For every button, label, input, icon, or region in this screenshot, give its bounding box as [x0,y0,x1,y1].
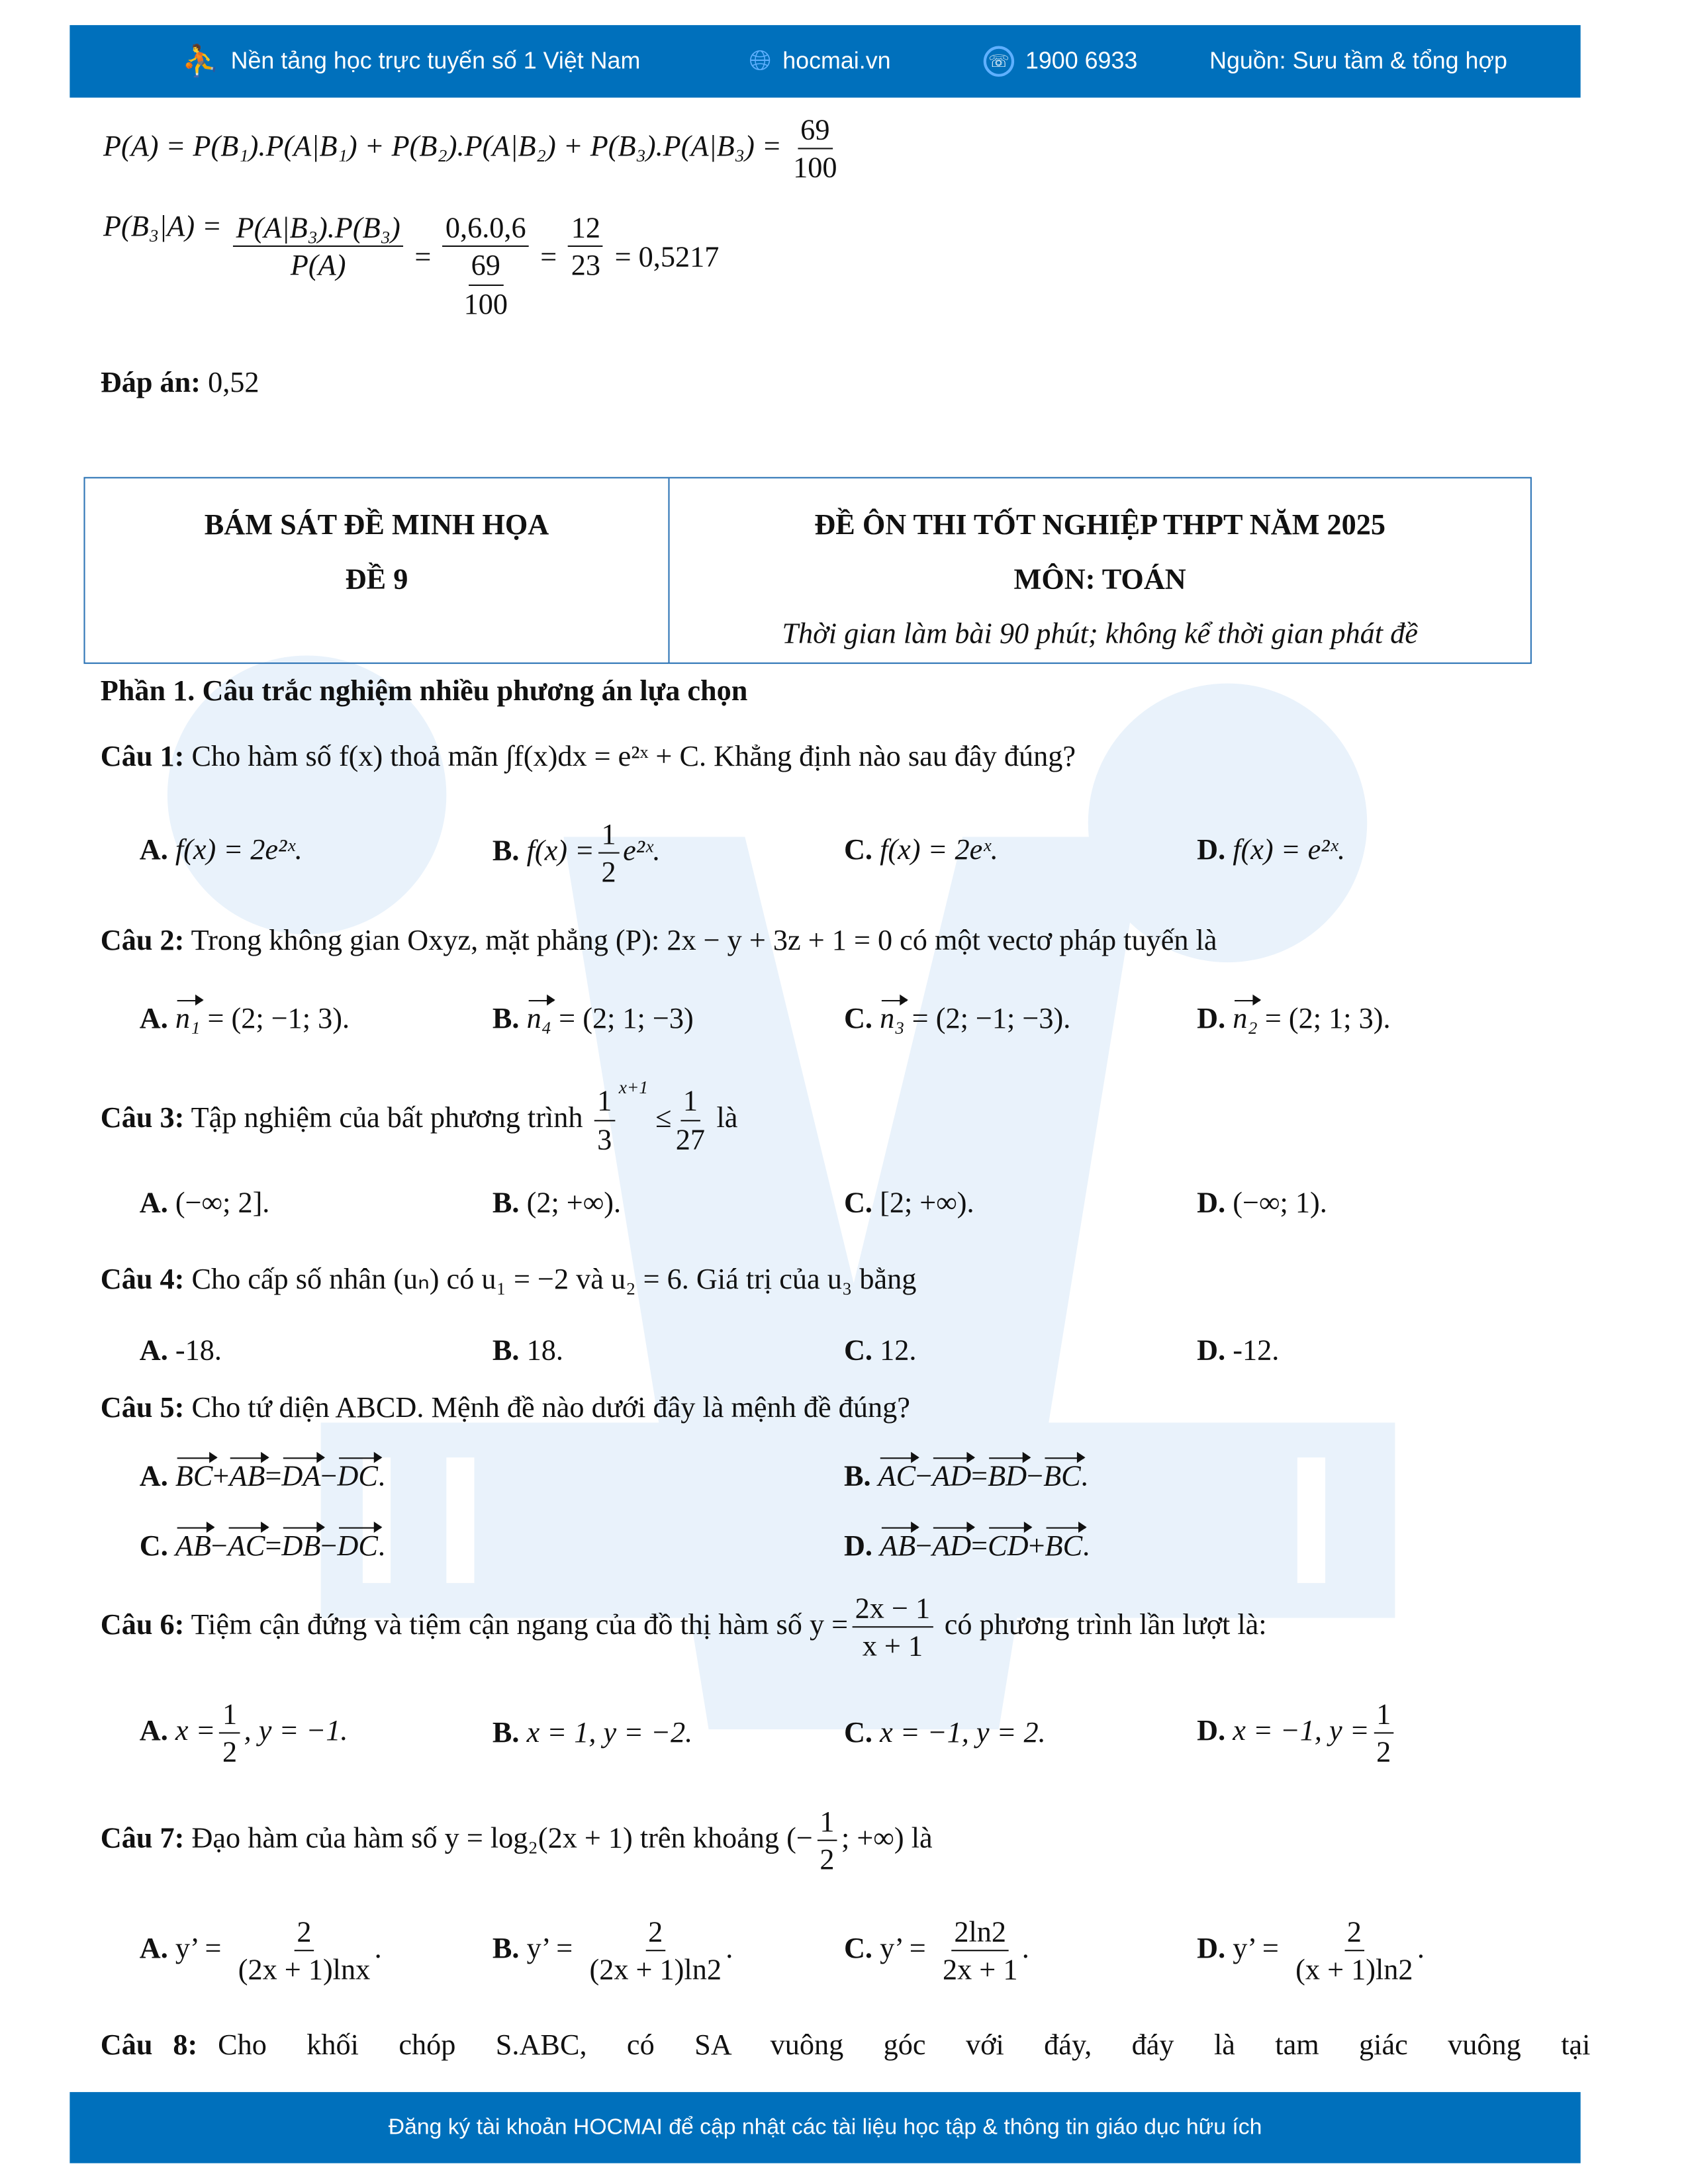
question-5: Câu 5: Cho tứ diện ABCD. Mệnh đề nào dưới đây là mệnh đề đúng? [100,1390,910,1424]
question-6: Câu 6: Tiệm cận đứng và tiệm cận ngang của đồ thị hàm số y = $\frac{2x - 1}{x + 1}$ có phương trình lần lượt là: [101,1590,1267,1664]
question-4: Câu 4: Cho cấp số nhân (uₙ) có u₁ = −2 và u₂ = 6. Giá trị của u₃ bằng [100,1262,917,1296]
footer-bar [70,2092,1580,2163]
q7-option-d[interactable]: D. y’ = $\frac{2}{(x + 1)\ln 2}$ . [1197,1913,1425,1988]
footer-text[interactable]: Đăng ký tài khoản HOCMAI để cập nhật các tài liệu học tập & thông tin giáo dục hữu ích [388,2115,1262,2139]
watermark-letter-shape [1297,1457,1325,1583]
header-tagline[interactable]: ⛹ Nền tảng học trực tuyến số 1 Việt Nam [181,43,640,79]
q5-option-c[interactable]: C. AB−AC=DB−DC. [140,1529,385,1564]
answer: Đáp án: 0,52 [100,365,259,399]
question-1: Câu 1: Cho hàm số f(x) thoả mãn ∫f(x)dx = e²ˣ + C. Khẳng định nào sau đây đúng? [100,739,1076,773]
q6-option-c[interactable]: C. x = −1, y = 2. [843,1715,1046,1749]
q6-option-b[interactable]: B. x = 1, y = −2. [492,1715,693,1749]
q1-option-d[interactable]: D. f(x) = e²ˣ. [1197,833,1346,866]
solution-line-1: P(A) = P(B₁).P(A|B₁) + P(B₂).P(A|B₂) + P(B₃).P(A|B₃) = $\frac{69}{100}$ [103,112,841,187]
header-phone[interactable]: ☏ 1900 6933 [984,46,1138,77]
q6-option-a[interactable]: A. x = $\frac{1}{2}$ , y = −1. [140,1696,348,1771]
question-8: Câu 8: Cho khối chóp S.ABC, có SA vuông góc với đáy, đáy là tam giác vuông tại [100,2028,1591,2062]
q5-option-a[interactable]: A. BC+AB=DA−DC. [140,1459,385,1494]
question-3: Câu 3: Tập nghiệm của bất phương trình $\frac{1}{3}$ $^{x+1}$ ≤ $\frac{1}{27}$ là [100,1076,738,1156]
q2-option-c[interactable]: C. n₃ = (2; −1; −3). [844,1001,1070,1036]
header-source: Nguồn: Sưu tầm & tổng hợp [1209,47,1507,74]
question-2: Câu 2: Trong không gian Oxyz, mặt phẳng (P): 2x − y + 3z + 1 = 0 có một vectơ pháp tuyến là [100,923,1217,957]
q3-option-b[interactable]: B. (2; +∞). [492,1185,622,1219]
section-title: Phần 1. Câu trắc nghiệm nhiều phương án lựa chọn [100,673,748,707]
q1-option-c[interactable]: C. f(x) = 2eˣ. [843,833,998,866]
q7-option-b[interactable]: B. y’ = $\frac{2}{(2x + 1)\ln 2}$ . [492,1913,733,1988]
header-website-link[interactable]: 🌐︎ hocmai.vn [749,45,891,77]
q3-option-c[interactable]: C. [2; +∞). [843,1185,974,1219]
watermark-letter-shape [446,1457,474,1583]
q6-option-d[interactable]: D. x = −1, y = $\frac{1}{2}$ [1197,1696,1398,1771]
q3-option-a[interactable]: A. (−∞; 2]. [139,1185,270,1219]
q2-option-b[interactable]: B. n₄ = (2; 1; −3) [492,1001,694,1036]
q7-option-c[interactable]: C. y’ = $\frac{2\ln 2}{2x + 1}$ . [844,1913,1029,1988]
header-bar [70,25,1580,98]
q3-option-d[interactable]: D. (−∞; 1). [1197,1185,1327,1219]
q7-option-a[interactable]: A. y’ = $\frac{2}{(2x + 1)\ln x}$ . [140,1913,382,1988]
phone-icon: ☏ [984,46,1014,77]
q2-option-a[interactable]: A. n₁ = (2; −1; 3). [140,1001,350,1036]
globe-icon: 🌐︎ [749,45,772,76]
q5-option-b[interactable]: B. AC−AD=BD−BC. [844,1459,1088,1494]
watermark-head-right [1088,684,1367,962]
q1-option-b[interactable]: B. f(x) = $\frac{1}{2}$ e²ˣ. [492,816,661,891]
watermark-band [321,1423,1395,1618]
q4-option-b[interactable]: B. 18. [492,1333,563,1367]
hocmai-logo-icon: ⛹ [181,43,220,79]
solution-line-2: P(B₃|A) = $\frac{\text{P(A|B₃).P(B₃)}}{P(A)}$ = $\frac{0,6.0,6}{\frac{69}{100}}$ = $\frac{12}{23}$ = 0,5217 [103,209,720,320]
q2-option-d[interactable]: D. n₂ = (2; 1; 3). [1197,1001,1390,1036]
q5-option-d[interactable]: D. AB−AD=CD+BC. [844,1529,1090,1564]
question-7: Câu 7: Đạo hàm của hàm số y = log₂(2x + 1) trên khoảng (− $\frac{1}{2}$ ; +∞) là [101,1803,933,1878]
q4-option-d[interactable]: D. -12. [1197,1333,1280,1367]
exam-header-box: BÁM SÁT ĐỀ MINH HỌA ĐỀ 9 ĐỀ ÔN THI TỐT NGHIỆP THPT NĂM 2025 MÔN: TOÁN Thời gian làm bài 90 phút; không kể thời gian phát đề [83,477,1531,664]
q1-option-a[interactable]: A. f(x) = 2e²ˣ. [139,833,303,866]
q4-option-c[interactable]: C. 12. [843,1333,917,1367]
q4-option-a[interactable]: A. -18. [139,1333,222,1367]
